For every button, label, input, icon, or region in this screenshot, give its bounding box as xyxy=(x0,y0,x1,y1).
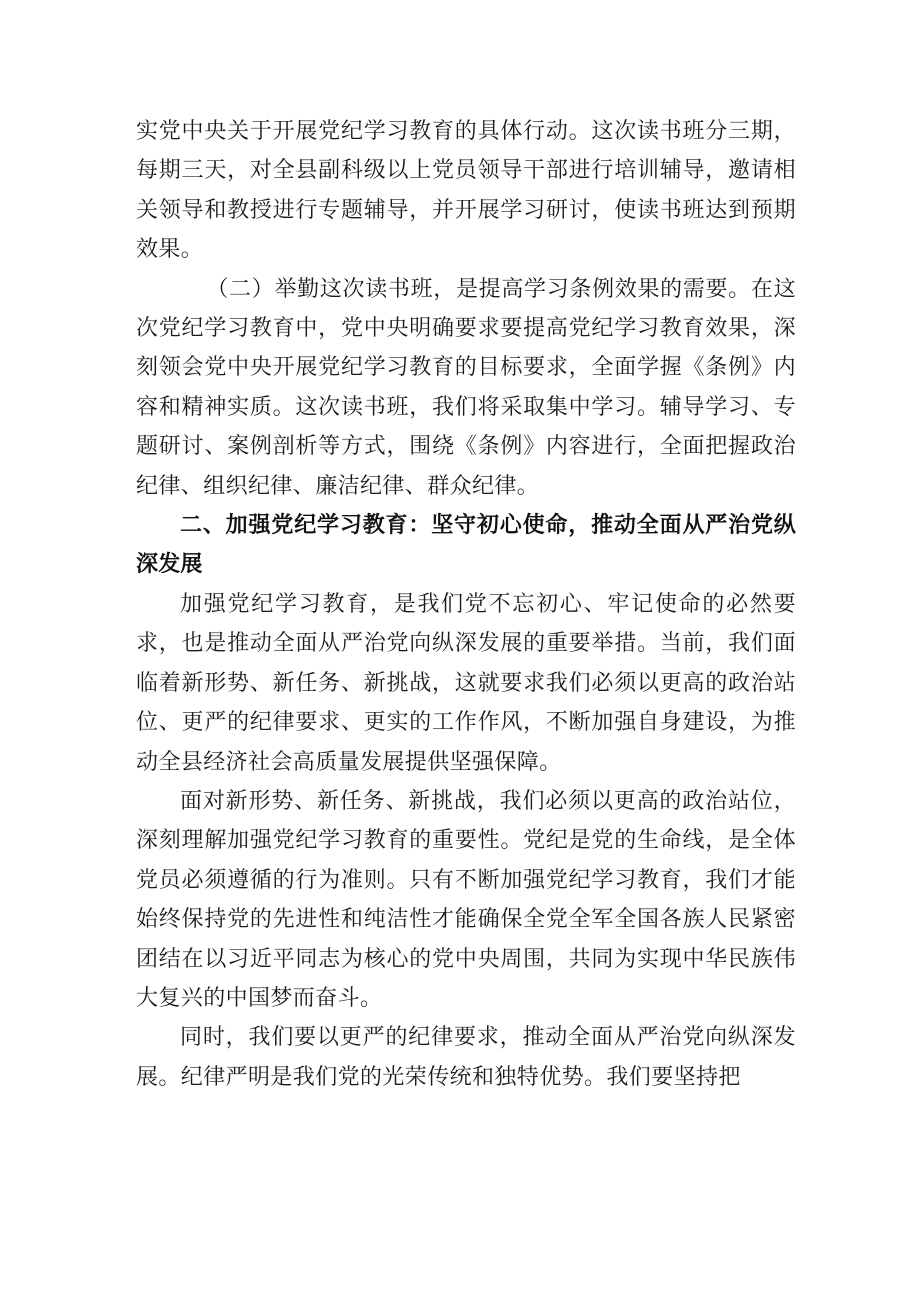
paragraph-body: 同时，我们要以更严的纪律要求，推动全面从严治党向纵深发展。纪律严明是我们党的光荣传统和独特优势。我们要坚持把 xyxy=(136,1025,796,1090)
paragraph-body: 面对新形势、新任务、新挑战，我们必须以更高的政治站位，深刻理解加强党纪学习教育的重要性。党纪是党的生命线，是全体党员必须遵循的行为准则。只有不断加强党纪学习教育，我们才能始终保持党的先进性和纯洁性才能确保全党全军全国各族人民紧密团结在以习近平同志为核心的党中央周围，共同为实现中华民族伟大复兴的中国梦而奋斗。 xyxy=(136,788,796,1011)
document-body xyxy=(136,112,796,1097)
section-heading-two: 二、加强党纪学习教育：坚守初心使命，推动全面从严治党纵深发展 xyxy=(136,513,796,578)
paragraph-continuation: 实党中央关于开展党纪学习教育的具体行动。这次读书班分三期，每期三天，对全县副科级以上党员领导干部进行培训辅导，邀请相关领导和教授进行专题辅导，并开展学习研讨，使读书班达到预期效果。 xyxy=(136,119,796,263)
paragraph-subsection-two: （二）举勤这次读书班，是提高学习条例效果的需要。在这次党纪学习教育中，党中央明确要求要提高党纪学习教育效果，深刻领会党中央开展党纪学习教育的目标要求，全面学握《条例》内容和精神实质。这次读书班，我们将采取集中学习。辅导学习、专题研讨、案例剖析等方式，围绕《条例》内容进行，全面把握政治纪律、组织纪律、廉洁纪律、群众纪律。 xyxy=(136,276,796,499)
paragraph-body: 加强党纪学习教育，是我们党不忘初心、牢记使命的必然要求，也是推动全面从严治党向纵深发展的重要举措。当前，我们面临着新形势、新任务、新挑战，这就要求我们必须以更高的政治站位、更严的纪律要求、更实的工作作风，不断加强自身建设，为推动全县经济社会高质量发展提供坚强保障。 xyxy=(136,591,796,775)
